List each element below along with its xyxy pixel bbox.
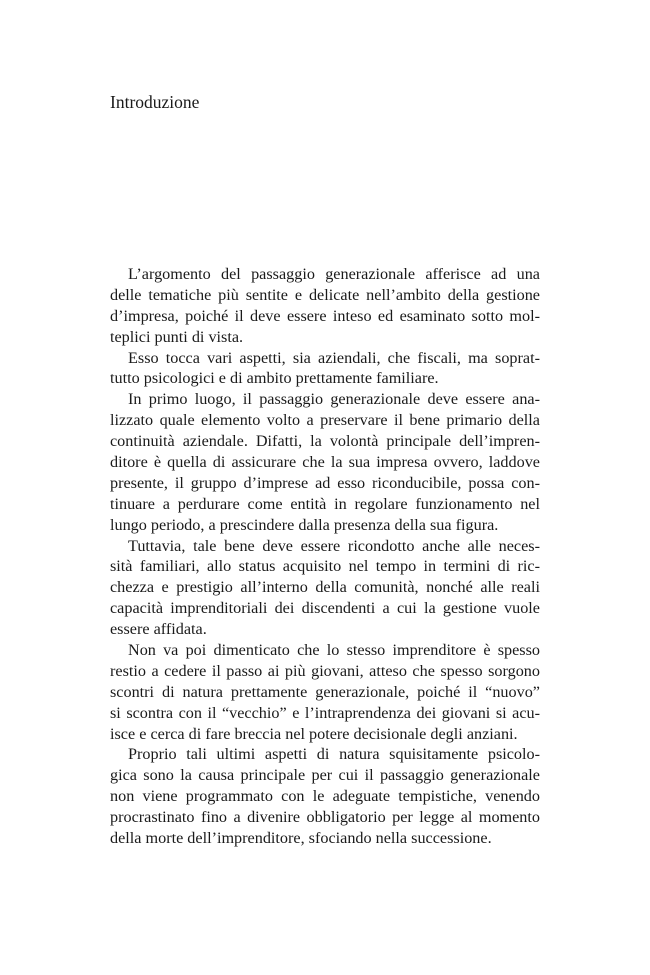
text-line: Non va poi dimenticato che lo stesso imprenditore è spesso xyxy=(128,641,540,660)
text-line: Tuttavia, tale bene deve essere ricondotto anche alle neces- xyxy=(128,536,540,555)
text-line: sità familiari, allo status acquisito nel tempo in termini di ric- xyxy=(110,557,540,576)
text-line: capacità imprenditoriali dei discendenti a cui la gestione vuole xyxy=(110,599,540,618)
text-line: non viene programmato con le adeguate tempistiche, venendo xyxy=(110,787,540,806)
text-line: scontri di natura prettamente generazionale, poiché il “nuovo” xyxy=(110,682,540,701)
text-line: si scontra con il “vecchio” e l’intraprendenza dei giovani si acu- xyxy=(110,703,540,722)
text-line: delle tematiche più sentite e delicate nell’ambito della gestione xyxy=(110,285,540,304)
text-line: essere affidata. xyxy=(110,620,207,639)
text-line: teplici punti di vista. xyxy=(110,327,244,346)
text-line: L’argomento del passaggio generazionale afferisce ad una xyxy=(128,265,540,283)
text-line: lizzato quale elemento volto a preservare il bene primario della xyxy=(110,411,540,430)
text-line: tutto psicologici e di ambito prettamente familiare. xyxy=(110,369,439,388)
text-line: della morte dell’imprenditore, sfociando nella successione. xyxy=(110,829,492,848)
text-line: restio a cedere il passo ai più giovani, atteso che spesso sorgono xyxy=(110,661,540,680)
text-line: In primo luogo, il passaggio generazionale deve essere ana- xyxy=(128,390,540,409)
text-line: lungo periodo, a prescindere dalla presenza della sua figura. xyxy=(110,515,499,534)
text-line: d’impresa, poiché il deve essere inteso ed esaminato sotto mol- xyxy=(110,306,540,325)
text-line: ditore è quella di assicurare che la sua impresa ovvero, laddove xyxy=(110,453,540,472)
text-line: Esso tocca vari aspetti, sia aziendali, che fiscali, ma soprat- xyxy=(128,348,540,367)
text-line: presente, il gruppo d’imprese ad esso riconducibile, possa con- xyxy=(110,473,540,492)
text-line: isce e cerca di fare breccia nel potere decisionale degli anziani. xyxy=(110,724,518,743)
text-line: chezza e prestigio all’interno della comunità, nonché alle reali xyxy=(110,578,540,597)
text-line: Proprio tali ultimi aspetti di natura squisitamente psicolo- xyxy=(128,745,540,764)
text-line: continuità aziendale. Difatti, la volontà principale dell’impren- xyxy=(110,432,540,451)
text-line: procrastinato fino a divenire obbligatorio per legge al momento xyxy=(110,808,540,827)
text-line: gica sono la causa principale per cui il passaggio generazionale xyxy=(110,766,540,785)
text-line: tinuare a perdurare come entità in regolare funzionamento nel xyxy=(110,494,540,513)
chapter-title: Introduzione xyxy=(110,92,200,112)
body-text xyxy=(110,264,540,849)
